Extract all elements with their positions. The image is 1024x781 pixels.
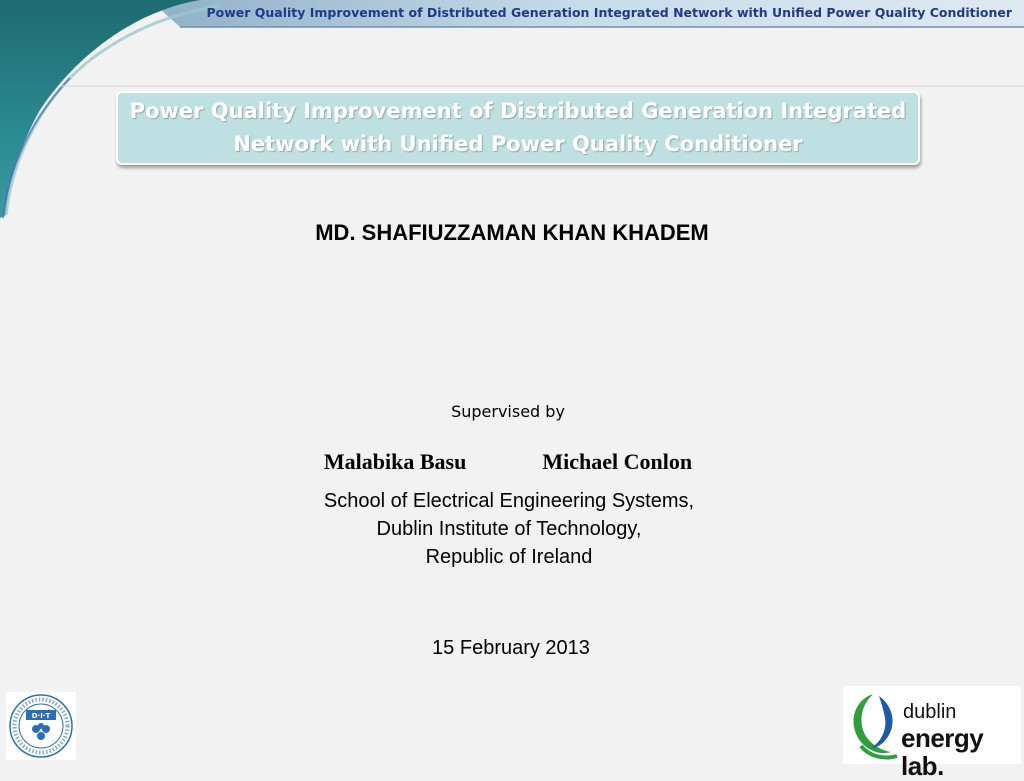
supervisors (0, 449, 1016, 475)
affiliation-line: School of Electrical Engineering Systems, (323, 490, 695, 512)
supervised-by-label: Supervised by (451, 402, 565, 421)
running-header-title: Power Quality Improvement of Distributed Generation Integrated Network with Unified Power Quality Conditioner (206, 5, 1012, 20)
affiliation-line: Republic of Ireland (425, 546, 593, 568)
presentation-date: 15 February 2013 (432, 637, 590, 659)
dit-logo (6, 692, 76, 760)
presentation-title: Power Quality Improvement of Distributed Generation Integrated Network with Unified Power Quality Conditioner (129, 99, 907, 156)
logo-text-dublin: dublin (903, 701, 957, 723)
affiliation-line: Dublin Institute of Technology, (376, 518, 642, 540)
author-name: MD. SHAFIUZZAMAN KHAN KHADEM (315, 220, 709, 245)
dublin-energy-lab-logo (843, 686, 1021, 781)
title-box (116, 91, 920, 165)
supervisor-name: Michael Conlon (542, 449, 693, 474)
logo-text-energy-lab: energy lab. (901, 723, 984, 781)
affiliation (0, 487, 1018, 571)
svg-text:D·I·T: D·I·T (31, 712, 51, 720)
energy-swirl-icon (843, 686, 903, 764)
supervisor-name: Malabika Basu (323, 449, 467, 474)
